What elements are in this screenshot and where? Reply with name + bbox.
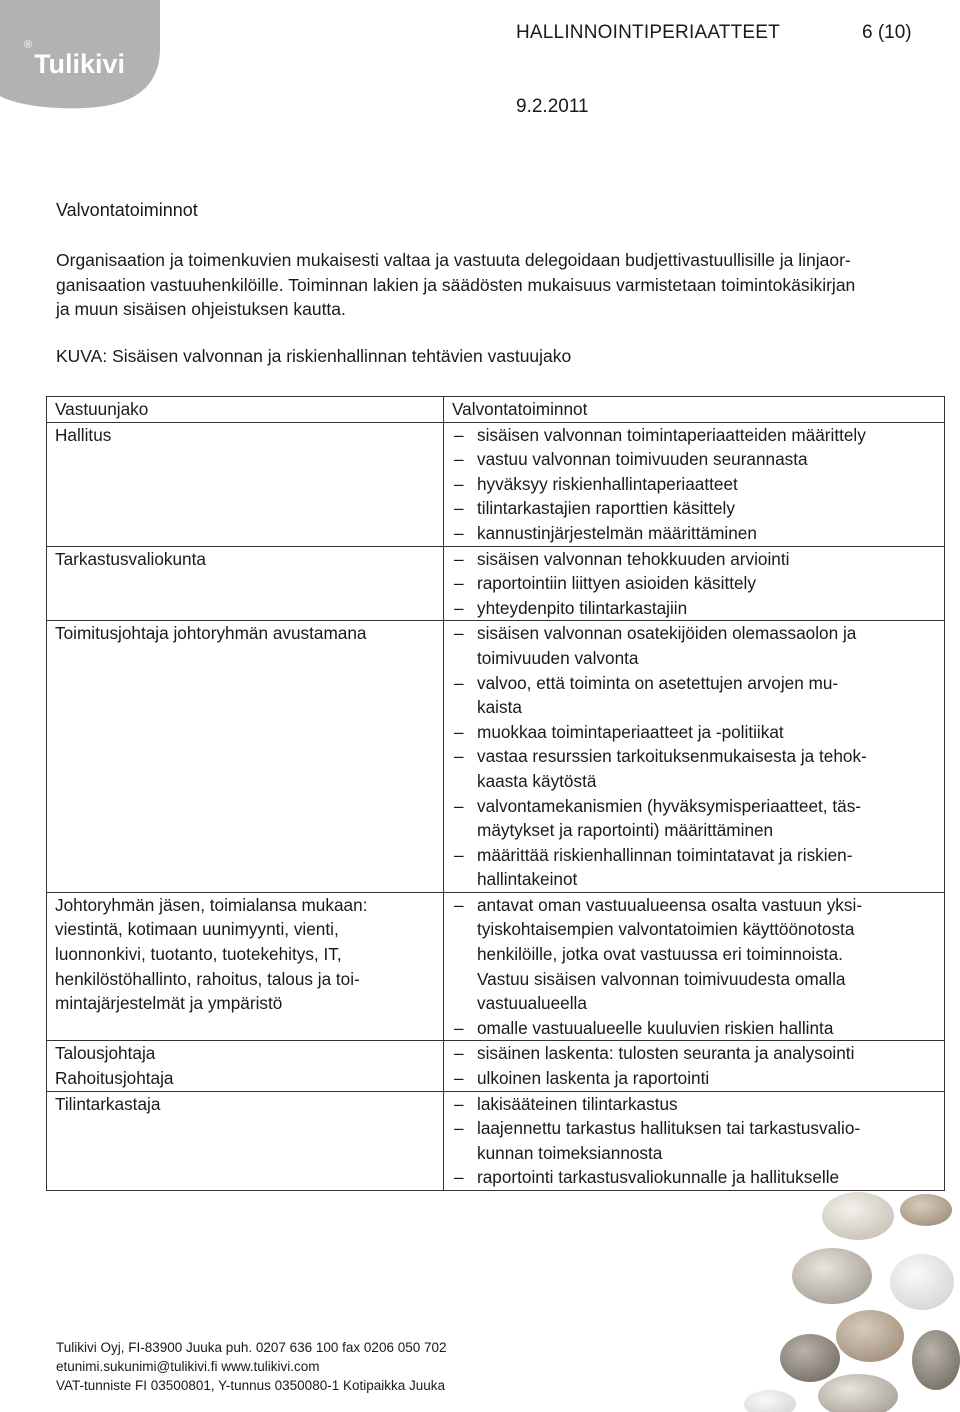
table-row <box>47 621 945 893</box>
activities-list <box>452 621 936 892</box>
dash-bullet-icon: – <box>454 721 464 742</box>
activities-list <box>452 423 936 546</box>
role-cell <box>47 1091 444 1190</box>
activity-item <box>452 646 936 671</box>
footer-line: Tulikivi Oyj, FI-83900 Juuka puh. 0207 636 100 fax 0206 050 702 <box>56 1340 447 1355</box>
dash-bullet-icon: – <box>454 1017 464 1038</box>
activity-text: valvontamekanismien (hyväksymisperiaatteet, täs- <box>477 795 862 816</box>
activity-item <box>452 1041 936 1066</box>
activity-item <box>452 547 936 572</box>
activity-item <box>452 967 936 992</box>
activity-text: määrittää riskienhallinnan toimintatavat ja riskien- <box>477 844 853 865</box>
role-line: henkilöstöhallinto, rahoitus, talous ja toi- <box>55 968 360 989</box>
role-cell <box>47 1041 444 1091</box>
activities-cell <box>444 892 945 1041</box>
activity-text: hallintakeinot <box>477 869 578 890</box>
dash-bullet-icon: – <box>454 573 464 594</box>
activity-text: vastuualueella <box>477 993 587 1014</box>
activity-item <box>452 496 936 521</box>
table-row <box>47 892 945 1041</box>
activity-text: muokkaa toimintaperiaatteet ja -politiikat <box>477 721 784 742</box>
role-line: Hallitus <box>55 424 112 445</box>
paragraph-line: ja muun sisäisen ohjeistuksen kautta. <box>56 299 346 319</box>
activity-text: tilintarkastajien raporttien käsittely <box>477 498 735 519</box>
tulikivi-logo <box>0 0 160 112</box>
role-line: Tarkastusvaliokunta <box>55 548 206 569</box>
activity-text: omalle vastuualueelle kuuluvien riskien hallinta <box>477 1017 834 1038</box>
dash-bullet-icon: – <box>454 623 464 644</box>
activity-item <box>452 1016 936 1041</box>
role-line: Tilintarkastaja <box>55 1093 161 1114</box>
activity-item <box>452 843 936 868</box>
activity-item <box>452 1116 936 1141</box>
role-cell <box>47 422 444 546</box>
activity-item <box>452 942 936 967</box>
dash-bullet-icon: – <box>454 424 464 445</box>
header-responsibility: Vastuunjako <box>47 397 444 423</box>
intro-paragraph <box>56 248 946 322</box>
activity-item <box>452 596 936 621</box>
dash-bullet-icon: – <box>454 548 464 569</box>
activity-item <box>452 571 936 596</box>
table-row <box>47 422 945 546</box>
activity-text: toimivuuden valvonta <box>477 647 639 668</box>
activity-item <box>452 521 936 546</box>
dash-bullet-icon: – <box>454 522 464 543</box>
activity-text: valvoo, että toiminta on asetettujen arvojen mu- <box>477 672 839 693</box>
activity-item <box>452 423 936 448</box>
table-row <box>47 1091 945 1190</box>
svg-text:Tulikivi: Tulikivi <box>34 49 126 79</box>
activity-text: tyiskohtaisempien valvontatoimien käyttöönotosta <box>477 919 855 940</box>
activities-cell <box>444 546 945 621</box>
activity-text: ulkoinen laskenta ja raportointi <box>477 1068 710 1089</box>
activity-item <box>452 867 936 892</box>
role-line: Talousjohtaja <box>55 1043 156 1064</box>
footer-line: etunimi.sukunimi@tulikivi.fi www.tulikivi.com <box>56 1359 320 1374</box>
activity-item <box>452 744 936 769</box>
activities-list <box>452 547 936 621</box>
figure-caption: KUVA: Sisäisen valvonnan ja riskienhallinnan tehtävien vastuujako <box>56 346 572 366</box>
activity-text: henkilöille, jotka ovat vastuussa eri toiminnoista. <box>477 944 843 965</box>
activity-text: laajennettu tarkastus hallituksen tai tarkastusvalio- <box>477 1118 861 1139</box>
dash-bullet-icon: – <box>454 1167 464 1188</box>
activities-cell <box>444 1091 945 1190</box>
activities-list <box>452 893 936 1041</box>
footer-line: VAT-tunniste FI 03500801, Y-tunnus 0350080-1 Kotipaikka Juuka <box>56 1378 446 1393</box>
activity-text: hyväksyy riskienhallintaperiaatteet <box>477 473 738 494</box>
role-cell <box>47 892 444 1041</box>
dash-bullet-icon: – <box>454 844 464 865</box>
dash-bullet-icon: – <box>454 498 464 519</box>
activity-text: antavat oman vastuualueensa osalta vastuun yksi- <box>477 894 863 915</box>
activity-item <box>452 447 936 472</box>
activity-text: sisäinen laskenta: tulosten seuranta ja analysointi <box>477 1043 855 1064</box>
role-line: Rahoitusjohtaja <box>55 1068 174 1089</box>
activity-text: kaista <box>477 697 522 718</box>
stones-image <box>740 1190 960 1412</box>
activity-item <box>452 893 936 918</box>
activity-text: sisäisen valvonnan toimintaperiaatteiden määrittely <box>477 424 866 445</box>
dash-bullet-icon: – <box>454 746 464 767</box>
dash-bullet-icon: – <box>454 473 464 494</box>
dash-bullet-icon: – <box>454 1093 464 1114</box>
activity-text: sisäisen valvonnan osatekijöiden olemassaolon ja <box>477 623 857 644</box>
activity-item <box>452 769 936 794</box>
activity-text: raportointi tarkastusvaliokunnalle ja hallitukselle <box>477 1167 840 1188</box>
activity-text: raportointiin liittyen asioiden käsittely <box>477 573 756 594</box>
table-header-row <box>47 397 945 423</box>
activity-text: vastuu valvonnan toimivuuden seurannasta <box>477 449 808 470</box>
role-line: luonnonkivi, tuotanto, tuotekehitys, IT, <box>55 944 342 965</box>
page-number: 6 (10) <box>862 22 912 43</box>
footer <box>56 1338 447 1395</box>
activity-text: sisäisen valvonnan tehokkuuden arviointi <box>477 548 790 569</box>
dash-bullet-icon: – <box>454 894 464 915</box>
activity-item <box>452 1141 936 1166</box>
activity-item <box>452 1066 936 1091</box>
activity-item <box>452 621 936 646</box>
activity-item <box>452 671 936 696</box>
dash-bullet-icon: – <box>454 1068 464 1089</box>
role-cell <box>47 546 444 621</box>
activity-item <box>452 794 936 819</box>
activity-item <box>452 1092 936 1117</box>
svg-text:®: ® <box>24 39 33 51</box>
activity-text: mäytykset ja raportointi) määrittäminen <box>477 820 774 841</box>
role-line: viestintä, kotimaan uunimyynti, vienti, <box>55 919 339 940</box>
activity-text: vastaa resurssien tarkoituksenmukaisesta ja tehok- <box>477 746 867 767</box>
activities-list <box>452 1041 936 1090</box>
dash-bullet-icon: – <box>454 597 464 618</box>
document-title: HALLINNOINTIPERIAATTEET <box>516 22 780 43</box>
activity-item <box>452 991 936 1016</box>
activity-item <box>452 818 936 843</box>
dash-bullet-icon: – <box>454 1118 464 1139</box>
dash-bullet-icon: – <box>454 449 464 470</box>
responsibility-table <box>46 396 945 1191</box>
activity-text: Vastuu sisäisen valvonnan toimivuudesta omalla <box>477 968 846 989</box>
header-control-activities: Valvontatoiminnot <box>444 397 945 423</box>
paragraph-line: Organisaation ja toimenkuvien mukaisesti valtaa ja vastuuta delegoidaan budjettivastuullisille ja linjaor- <box>56 250 851 270</box>
role-line: Toimitusjohtaja johtoryhmän avustamana <box>55 623 367 644</box>
table-row <box>47 546 945 621</box>
section-title: Valvontatoiminnot <box>56 200 198 220</box>
activities-cell <box>444 621 945 893</box>
activity-text: lakisääteinen tilintarkastus <box>477 1093 678 1114</box>
role-cell <box>47 621 444 893</box>
role-line: Johtoryhmän jäsen, toimialansa mukaan: <box>55 894 368 915</box>
paragraph-line: ganisaation vastuuhenkilöille. Toiminnan lakien ja säädösten mukaisuus varmistetaan toimintokäsikirjan <box>56 274 856 295</box>
activity-text: kannustinjärjestelmän määrittäminen <box>477 522 757 543</box>
activities-list <box>452 1092 936 1190</box>
activity-text: kaasta käytöstä <box>477 770 597 791</box>
table-row <box>47 1041 945 1091</box>
role-line: mintajärjestelmät ja ympäristö <box>55 993 283 1014</box>
activity-item <box>452 695 936 720</box>
activities-cell <box>444 1041 945 1091</box>
activity-item <box>452 917 936 942</box>
document-date: 9.2.2011 <box>516 96 589 117</box>
activity-text: yhteydenpito tilintarkastajiin <box>477 597 688 618</box>
activity-item <box>452 1165 936 1190</box>
dash-bullet-icon: – <box>454 1043 464 1064</box>
activities-cell <box>444 422 945 546</box>
dash-bullet-icon: – <box>454 795 464 816</box>
activity-item <box>452 472 936 497</box>
activity-text: kunnan toimeksiannosta <box>477 1142 663 1163</box>
activity-item <box>452 720 936 745</box>
dash-bullet-icon: – <box>454 672 464 693</box>
